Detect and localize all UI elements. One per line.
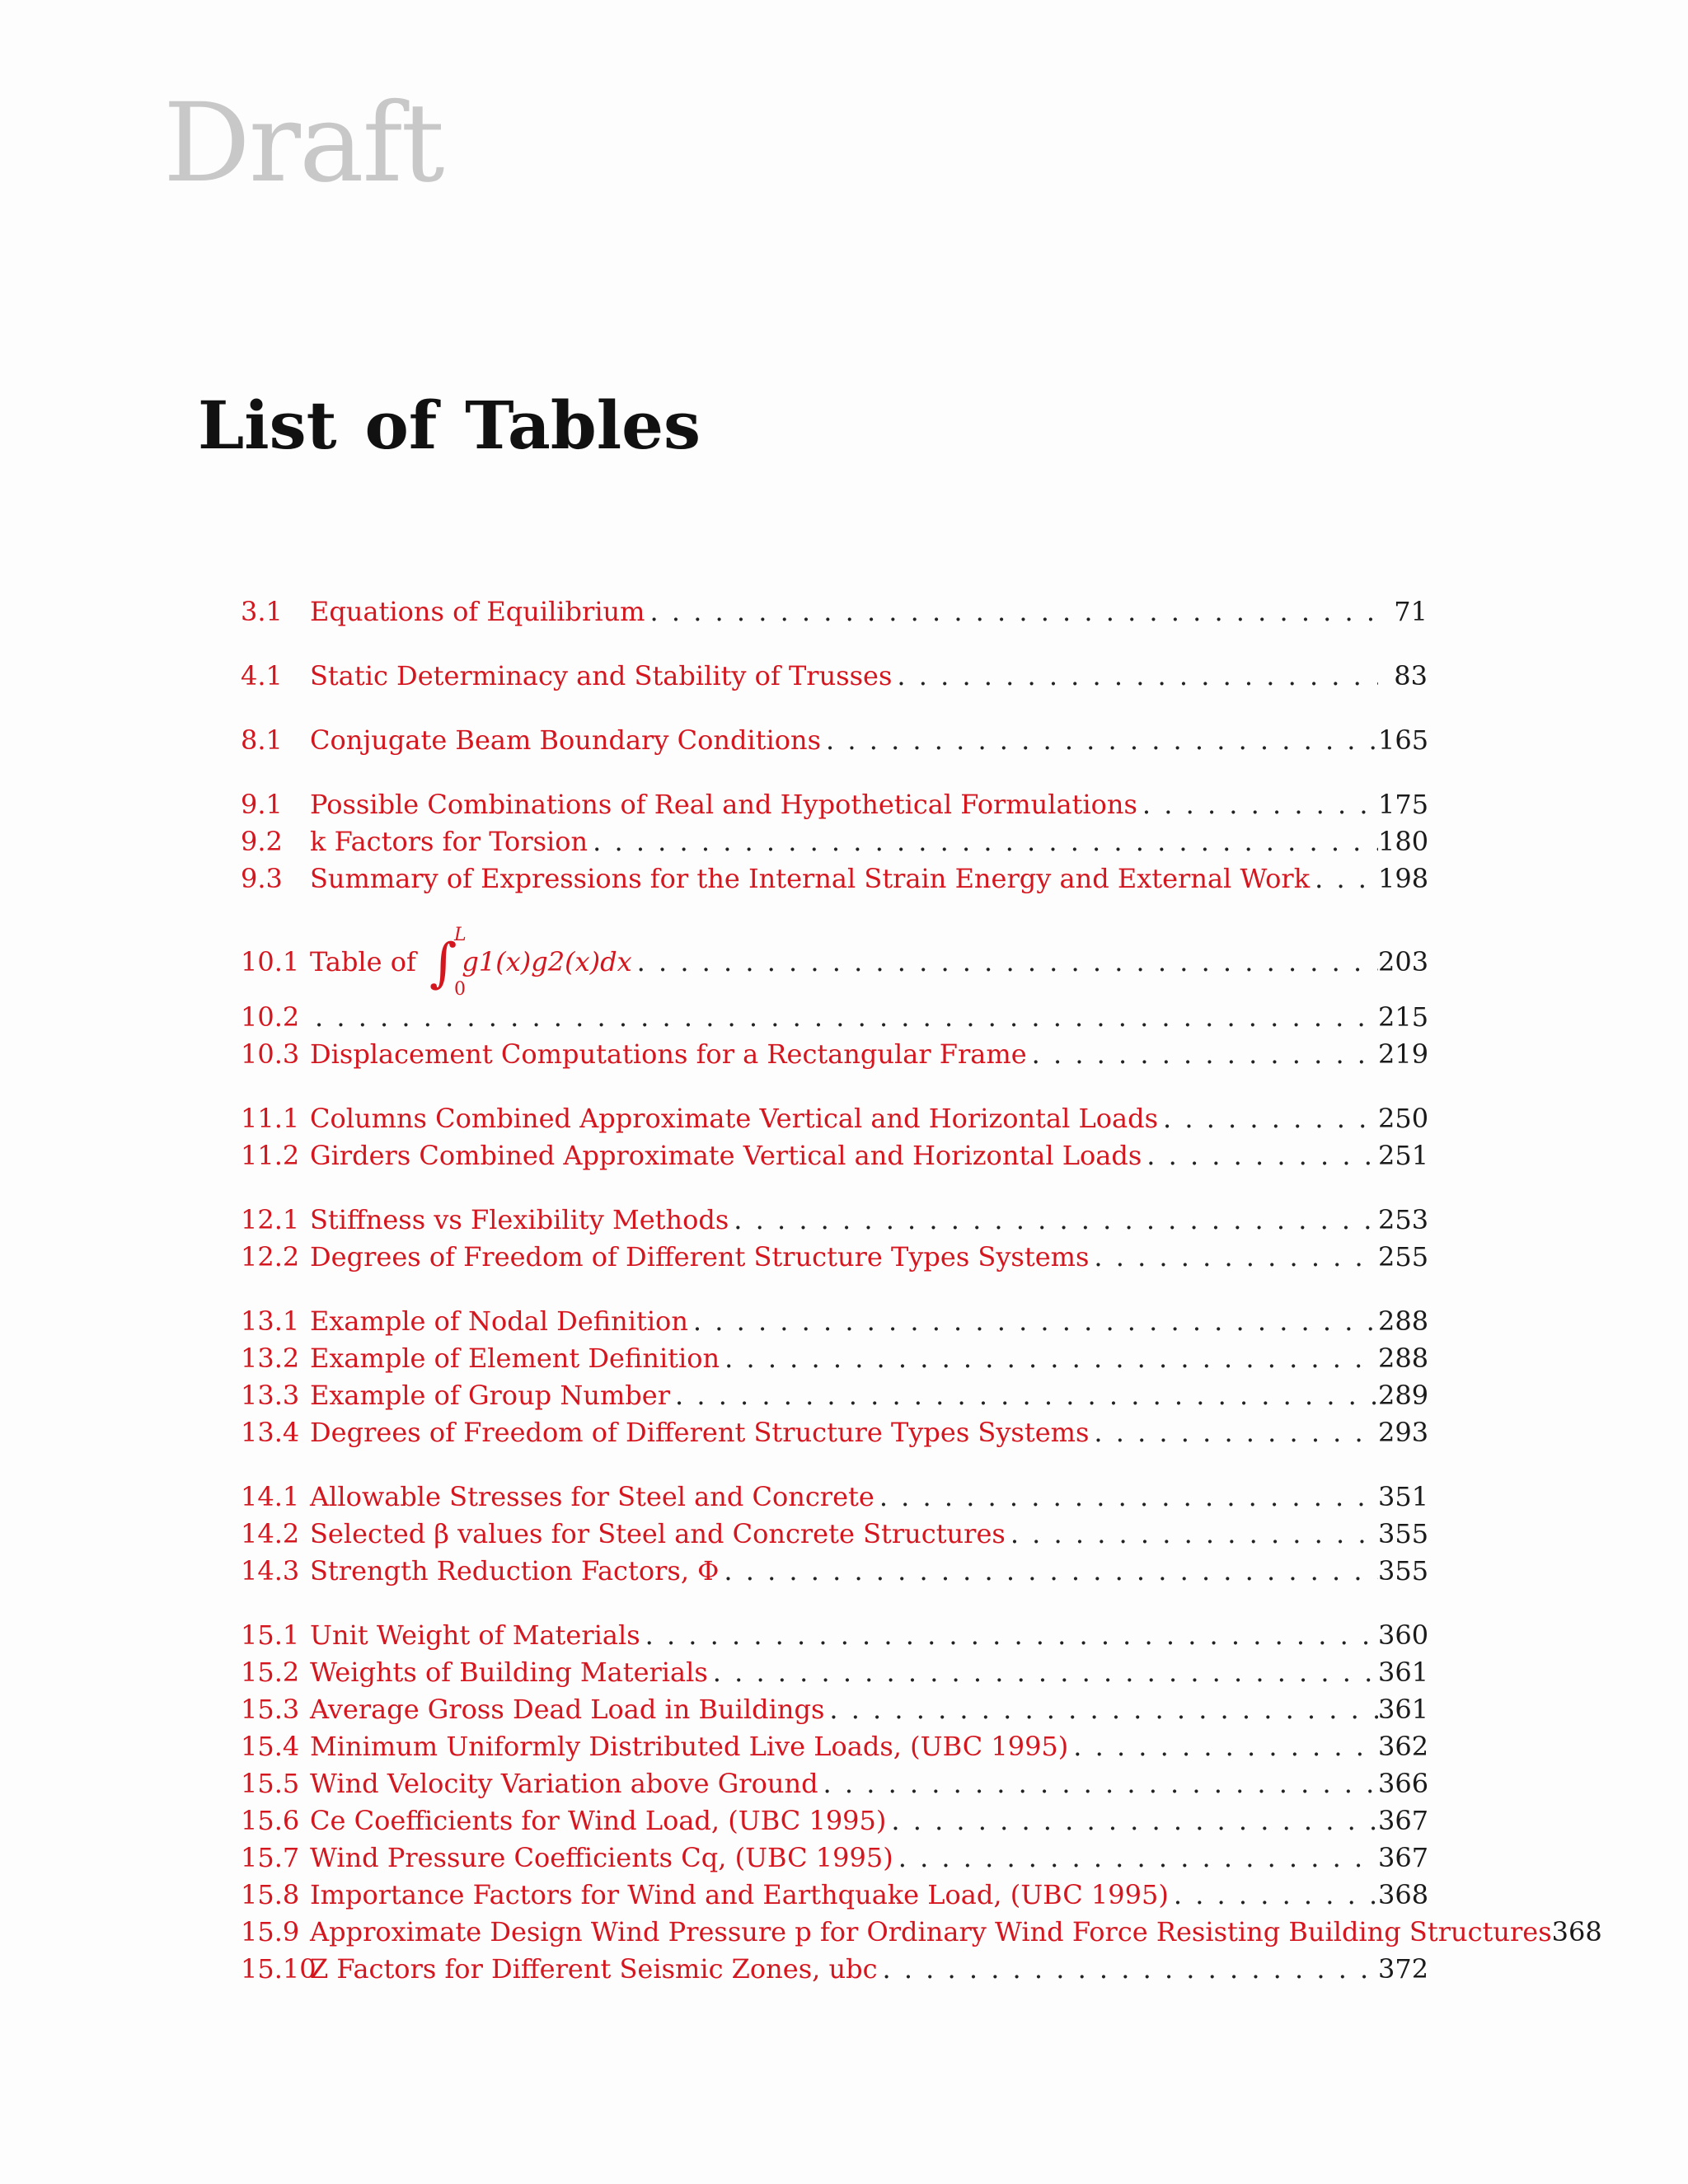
leader-dots bbox=[1310, 860, 1378, 898]
page-number: 372 bbox=[1378, 1953, 1429, 1985]
table-number: 15.5 bbox=[241, 1768, 300, 1799]
table-title[interactable]: Girders Combined Approximate Vertical and Horizontal Loads bbox=[310, 1140, 1142, 1171]
leader-dots bbox=[1169, 1877, 1378, 1914]
toc-entry-15-1[interactable] bbox=[241, 1617, 1428, 1654]
page-number: 255 bbox=[1378, 1241, 1429, 1272]
table-title[interactable]: Displacement Computations for a Rectangular Frame bbox=[310, 1038, 1027, 1070]
table-title[interactable]: Columns Combined Approximate Vertical and Horizontal Loads bbox=[310, 1103, 1158, 1134]
leader-dots bbox=[893, 1840, 1378, 1877]
toc-entry-13-4[interactable] bbox=[241, 1414, 1428, 1451]
page-number: 351 bbox=[1378, 1481, 1429, 1512]
toc-entry-3-1[interactable] bbox=[241, 593, 1428, 630]
leader-dots bbox=[632, 925, 1378, 999]
page-number: 366 bbox=[1378, 1768, 1429, 1799]
toc-entry-9-1[interactable] bbox=[241, 786, 1428, 823]
table-number: 10.3 bbox=[241, 1038, 300, 1070]
leader-dots bbox=[824, 1691, 1378, 1728]
table-number: 15.3 bbox=[241, 1694, 300, 1725]
leader-dots bbox=[818, 1765, 1378, 1802]
table-number: 14.3 bbox=[241, 1555, 300, 1586]
page-number: 165 bbox=[1378, 724, 1429, 756]
table-title[interactable]: Weights of Building Materials bbox=[310, 1657, 708, 1688]
toc-entry-12-1[interactable] bbox=[241, 1202, 1428, 1239]
page-number: 362 bbox=[1378, 1731, 1429, 1762]
table-number: 9.3 bbox=[241, 863, 283, 894]
toc-entry-4-1[interactable] bbox=[241, 658, 1428, 695]
table-number: 15.2 bbox=[241, 1657, 300, 1688]
toc-entry-15-8[interactable] bbox=[241, 1877, 1428, 1914]
toc-entry-15-3[interactable] bbox=[241, 1691, 1428, 1728]
table-number: 10.2 bbox=[241, 1001, 300, 1033]
page-number: 71 bbox=[1394, 596, 1428, 627]
page-number: 288 bbox=[1378, 1305, 1429, 1337]
toc-entry-9-3[interactable] bbox=[241, 860, 1428, 898]
table-title[interactable]: Example of Group Number bbox=[310, 1380, 670, 1411]
toc-entry-14-1[interactable] bbox=[241, 1479, 1428, 1516]
leader-dots bbox=[729, 1202, 1378, 1239]
table-number: 9.2 bbox=[241, 826, 283, 857]
leader-dots bbox=[1027, 1036, 1378, 1073]
leader-dots bbox=[720, 1340, 1378, 1377]
table-number: 15.10 bbox=[241, 1953, 316, 1985]
table-title[interactable]: Equations of Equilibrium bbox=[310, 596, 645, 627]
toc-entry-13-1[interactable] bbox=[241, 1303, 1428, 1340]
toc-entry-10-2[interactable] bbox=[241, 999, 1428, 1036]
table-number: 11.1 bbox=[241, 1103, 300, 1134]
page-number: 180 bbox=[1378, 826, 1429, 857]
toc-entry-15-7[interactable] bbox=[241, 1840, 1428, 1877]
page-number: 361 bbox=[1378, 1694, 1429, 1725]
table-title[interactable] bbox=[310, 925, 632, 1001]
table-title[interactable]: Wind Pressure Coefficients Cq, (UBC 1995) bbox=[310, 1842, 893, 1873]
table-number: 15.4 bbox=[241, 1731, 300, 1762]
leader-dots bbox=[1089, 1239, 1378, 1276]
page-number: 288 bbox=[1378, 1343, 1429, 1374]
toc-entry-13-2[interactable] bbox=[241, 1340, 1428, 1377]
toc-entry-14-2[interactable] bbox=[241, 1516, 1428, 1553]
leader-dots bbox=[670, 1377, 1378, 1414]
integral-upper-limit: L bbox=[454, 925, 467, 945]
table-number: 15.7 bbox=[241, 1842, 300, 1873]
table-title[interactable]: Average Gross Dead Load in Buildings bbox=[310, 1694, 825, 1725]
toc-entry-9-2[interactable] bbox=[241, 823, 1428, 860]
leader-dots bbox=[877, 1951, 1378, 1988]
page-number: 219 bbox=[1378, 1038, 1429, 1070]
toc-entry-14-3[interactable] bbox=[241, 1553, 1428, 1590]
table-number: 15.1 bbox=[241, 1619, 300, 1651]
table-title[interactable]: Degrees of Freedom of Different Structure Types Systems bbox=[310, 1417, 1090, 1448]
table-number: 15.8 bbox=[241, 1879, 300, 1910]
table-title[interactable]: k Factors for Torsion bbox=[310, 826, 588, 857]
page-number: 360 bbox=[1378, 1619, 1429, 1651]
table-title[interactable]: Stiffness vs Flexibility Methods bbox=[310, 1204, 729, 1235]
leader-dots bbox=[892, 658, 1378, 695]
integral-symbol: ∫ L 0 bbox=[429, 926, 457, 1001]
page-number: 355 bbox=[1378, 1518, 1429, 1549]
integrand: g1(x)g2(x)dx bbox=[462, 946, 632, 977]
table-title[interactable]: Possible Combinations of Real and Hypothetical Formulations bbox=[310, 789, 1137, 820]
table-title[interactable]: Unit Weight of Materials bbox=[310, 1619, 640, 1651]
table-title-text: Table of bbox=[310, 946, 416, 977]
toc-entry-15-9[interactable] bbox=[241, 1914, 1602, 1951]
leader-dots bbox=[821, 722, 1378, 759]
page-number: 368 bbox=[1551, 1916, 1602, 1947]
list-of-tables bbox=[241, 593, 1602, 1988]
table-title[interactable]: Conjugate Beam Boundary Conditions bbox=[310, 724, 822, 756]
table-number: 14.2 bbox=[241, 1518, 300, 1549]
draft-watermark: Draft bbox=[163, 80, 443, 207]
table-number: 15.9 bbox=[241, 1916, 300, 1947]
leader-dots bbox=[886, 1802, 1378, 1840]
table-number: 8.1 bbox=[241, 724, 283, 756]
leader-dots bbox=[1142, 1137, 1378, 1174]
toc-entry-15-6[interactable] bbox=[241, 1802, 1428, 1840]
page-number: 368 bbox=[1378, 1879, 1429, 1910]
table-number: 11.2 bbox=[241, 1140, 300, 1171]
leader-dots bbox=[708, 1654, 1378, 1691]
page-number: 175 bbox=[1378, 789, 1429, 820]
table-title[interactable]: Example of Element Definition bbox=[310, 1343, 720, 1374]
page-number: 367 bbox=[1378, 1805, 1429, 1836]
leader-dots bbox=[1137, 786, 1378, 823]
table-number: 12.2 bbox=[241, 1241, 300, 1272]
toc-entry-8-1[interactable] bbox=[241, 722, 1428, 759]
table-title[interactable]: Importance Factors for Wind and Earthquake Load, (UBC 1995) bbox=[310, 1879, 1169, 1910]
table-title[interactable]: Approximate Design Wind Pressure p for Ordinary Wind Force Resisting Building Structures bbox=[310, 1916, 1552, 1947]
table-title[interactable]: Strength Reduction Factors, Φ bbox=[310, 1555, 720, 1586]
page-number: 361 bbox=[1378, 1657, 1429, 1688]
table-number: 13.1 bbox=[241, 1305, 300, 1337]
leader-dots bbox=[874, 1479, 1378, 1516]
table-title[interactable]: Degrees of Freedom of Different Structure Types Systems bbox=[310, 1241, 1090, 1272]
toc-entry-11-2[interactable] bbox=[241, 1137, 1428, 1174]
page-number: 251 bbox=[1378, 1140, 1429, 1171]
page-number: 355 bbox=[1378, 1555, 1429, 1586]
leader-dots bbox=[310, 999, 1378, 1036]
table-number: 3.1 bbox=[241, 596, 283, 627]
table-title[interactable]: Static Determinacy and Stability of Trusses bbox=[310, 660, 893, 691]
page-number: 367 bbox=[1378, 1842, 1429, 1873]
toc-entry-15-5[interactable] bbox=[241, 1765, 1428, 1802]
leader-dots bbox=[588, 823, 1378, 860]
table-number: 13.3 bbox=[241, 1380, 300, 1411]
table-title[interactable]: Minimum Uniformly Distributed Live Loads, (UBC 1995) bbox=[310, 1731, 1069, 1762]
page-number: 250 bbox=[1378, 1103, 1429, 1134]
page-number: 289 bbox=[1378, 1380, 1429, 1411]
leader-dots bbox=[688, 1303, 1378, 1340]
toc-entry-15-2[interactable] bbox=[241, 1654, 1428, 1691]
table-title[interactable]: Wind Velocity Variation above Ground bbox=[310, 1768, 818, 1799]
page-number: 215 bbox=[1378, 1001, 1429, 1033]
table-title[interactable]: Example of Nodal Definition bbox=[310, 1305, 688, 1337]
table-number: 13.2 bbox=[241, 1343, 300, 1374]
toc-entry-15-4[interactable] bbox=[241, 1728, 1428, 1765]
table-title[interactable]: Allowable Stresses for Steel and Concrete bbox=[310, 1481, 874, 1512]
leader-dots bbox=[719, 1553, 1378, 1590]
leader-dots bbox=[645, 593, 1379, 630]
page-number: 83 bbox=[1394, 660, 1428, 691]
integral-lower-limit: 0 bbox=[454, 979, 467, 1000]
page-number: 198 bbox=[1378, 863, 1429, 894]
table-number: 14.1 bbox=[241, 1481, 300, 1512]
table-title[interactable]: Selected β values for Steel and Concrete Structures bbox=[310, 1518, 1006, 1549]
toc-entry-10-1[interactable] bbox=[241, 925, 1428, 999]
leader-dots bbox=[1068, 1728, 1378, 1765]
page-number: 293 bbox=[1378, 1417, 1429, 1448]
leader-dots bbox=[1158, 1100, 1378, 1137]
toc-entry-10-3[interactable] bbox=[241, 1036, 1428, 1073]
table-title[interactable]: Ce Coefficients for Wind Load, (UBC 1995) bbox=[310, 1805, 887, 1836]
leader-dots bbox=[640, 1617, 1378, 1654]
table-number: 15.6 bbox=[241, 1805, 300, 1836]
table-number: 9.1 bbox=[241, 789, 283, 820]
table-title[interactable]: Summary of Expressions for the Internal Strain Energy and External Work bbox=[310, 863, 1311, 894]
table-number: 4.1 bbox=[241, 660, 283, 691]
page-number: 203 bbox=[1378, 946, 1429, 977]
toc-entry-13-3[interactable] bbox=[241, 1377, 1428, 1414]
toc-entry-11-1[interactable] bbox=[241, 1100, 1428, 1137]
table-number: 13.4 bbox=[241, 1417, 300, 1448]
table-number: 10.1 bbox=[241, 946, 300, 977]
toc-entry-15-10[interactable] bbox=[241, 1951, 1428, 1988]
table-title[interactable]: Z Factors for Different Seismic Zones, ubc bbox=[310, 1953, 878, 1985]
leader-dots bbox=[1006, 1516, 1378, 1553]
page-number: 253 bbox=[1378, 1204, 1429, 1235]
page-title: List of Tables bbox=[198, 387, 701, 464]
leader-dots bbox=[1089, 1414, 1378, 1451]
toc-entry-12-2[interactable] bbox=[241, 1239, 1428, 1276]
table-number: 12.1 bbox=[241, 1204, 300, 1235]
